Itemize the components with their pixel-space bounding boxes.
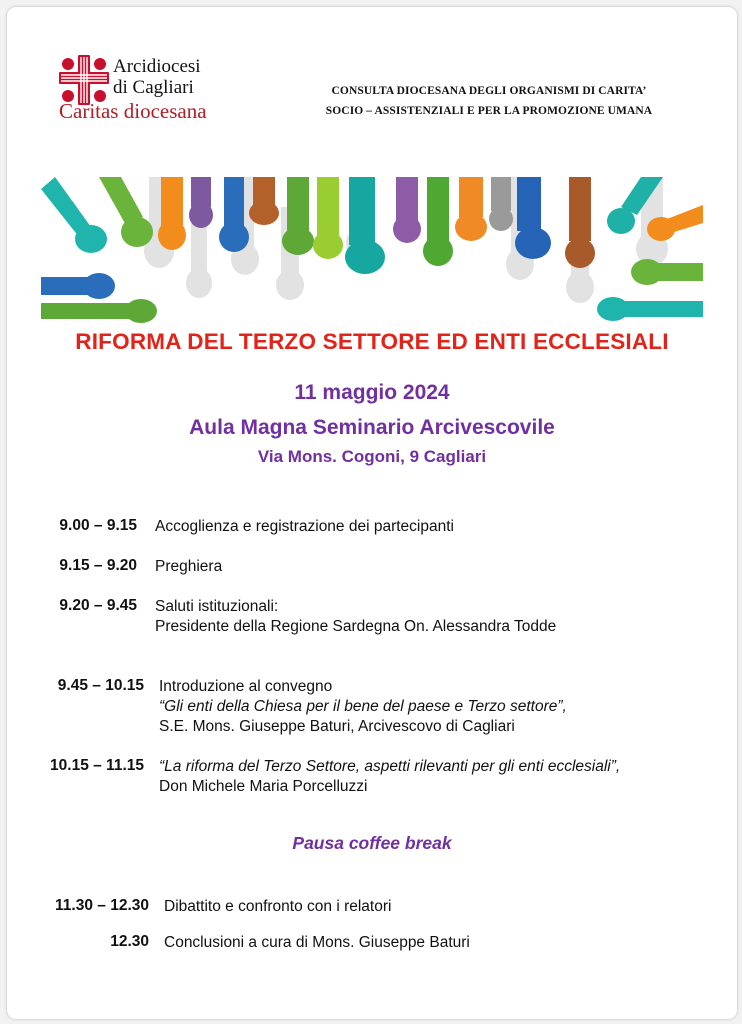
program-text: Conclusioni a cura di Mons. Giuseppe Baturi bbox=[164, 934, 470, 951]
caritas-cross-icon bbox=[59, 55, 109, 105]
program-text: Dibattito e confronto con i relatori bbox=[164, 898, 392, 915]
program-time: 10.15 – 11.15 bbox=[50, 757, 144, 774]
flyer-page bbox=[6, 6, 738, 1020]
event-title: RIFORMA DEL TERZO SETTORE ED ENTI ECCLESIALI bbox=[75, 329, 669, 354]
program-text: Accoglienza e registrazione dei partecipanti bbox=[155, 518, 454, 535]
program-talk-title: “La riforma del Terzo Settore, aspetti rilevanti per gli enti ecclesiali”, bbox=[159, 758, 621, 775]
logo-text-caritas: Caritas diocesana bbox=[59, 99, 207, 123]
coffee-break: Pausa coffee break bbox=[292, 833, 452, 853]
program-time: 9.20 – 9.45 bbox=[59, 597, 137, 614]
consulta-heading bbox=[289, 81, 689, 121]
program-speaker: S.E. Mons. Giuseppe Baturi, Arcivescovo di Cagliari bbox=[159, 718, 515, 735]
program-talk-title: “Gli enti della Chiesa per il bene del paese e Terzo settore”, bbox=[159, 698, 567, 715]
program-time: 9.45 – 10.15 bbox=[57, 677, 144, 694]
logo-text-arcidiocesi: Arcidiocesi bbox=[113, 56, 201, 77]
program-time: 9.15 – 9.20 bbox=[59, 557, 137, 574]
consulta-line-2: SOCIO – ASSISTENZIALI E PER LA PROMOZIONE UMANA bbox=[325, 105, 653, 117]
event-venue: Aula Magna Seminario Arcivescovile bbox=[189, 416, 555, 439]
colorful-hands-banner bbox=[41, 177, 703, 327]
program-text: Saluti istituzionali: bbox=[155, 598, 279, 615]
program-time: 12.30 bbox=[110, 933, 149, 950]
program-time: 11.30 – 12.30 bbox=[55, 897, 149, 914]
program-time: 9.00 – 9.15 bbox=[59, 517, 137, 534]
caritas-logo bbox=[59, 53, 219, 125]
event-address: Via Mons. Cogoni, 9 Cagliari bbox=[257, 447, 487, 466]
event-date: 11 maggio 2024 bbox=[294, 381, 450, 404]
program-text: Presidente della Regione Sardegna On. Alessandra Todde bbox=[155, 618, 557, 635]
consulta-line-1: CONSULTA DIOCESANA DEGLI ORGANISMI DI CARITA’ bbox=[331, 85, 647, 97]
program-text: Introduzione al convegno bbox=[159, 678, 333, 695]
program-text: Preghiera bbox=[155, 558, 223, 575]
program-speaker: Don Michele Maria Porcelluzzi bbox=[159, 778, 368, 795]
logo-text-cagliari: di Cagliari bbox=[113, 77, 194, 98]
